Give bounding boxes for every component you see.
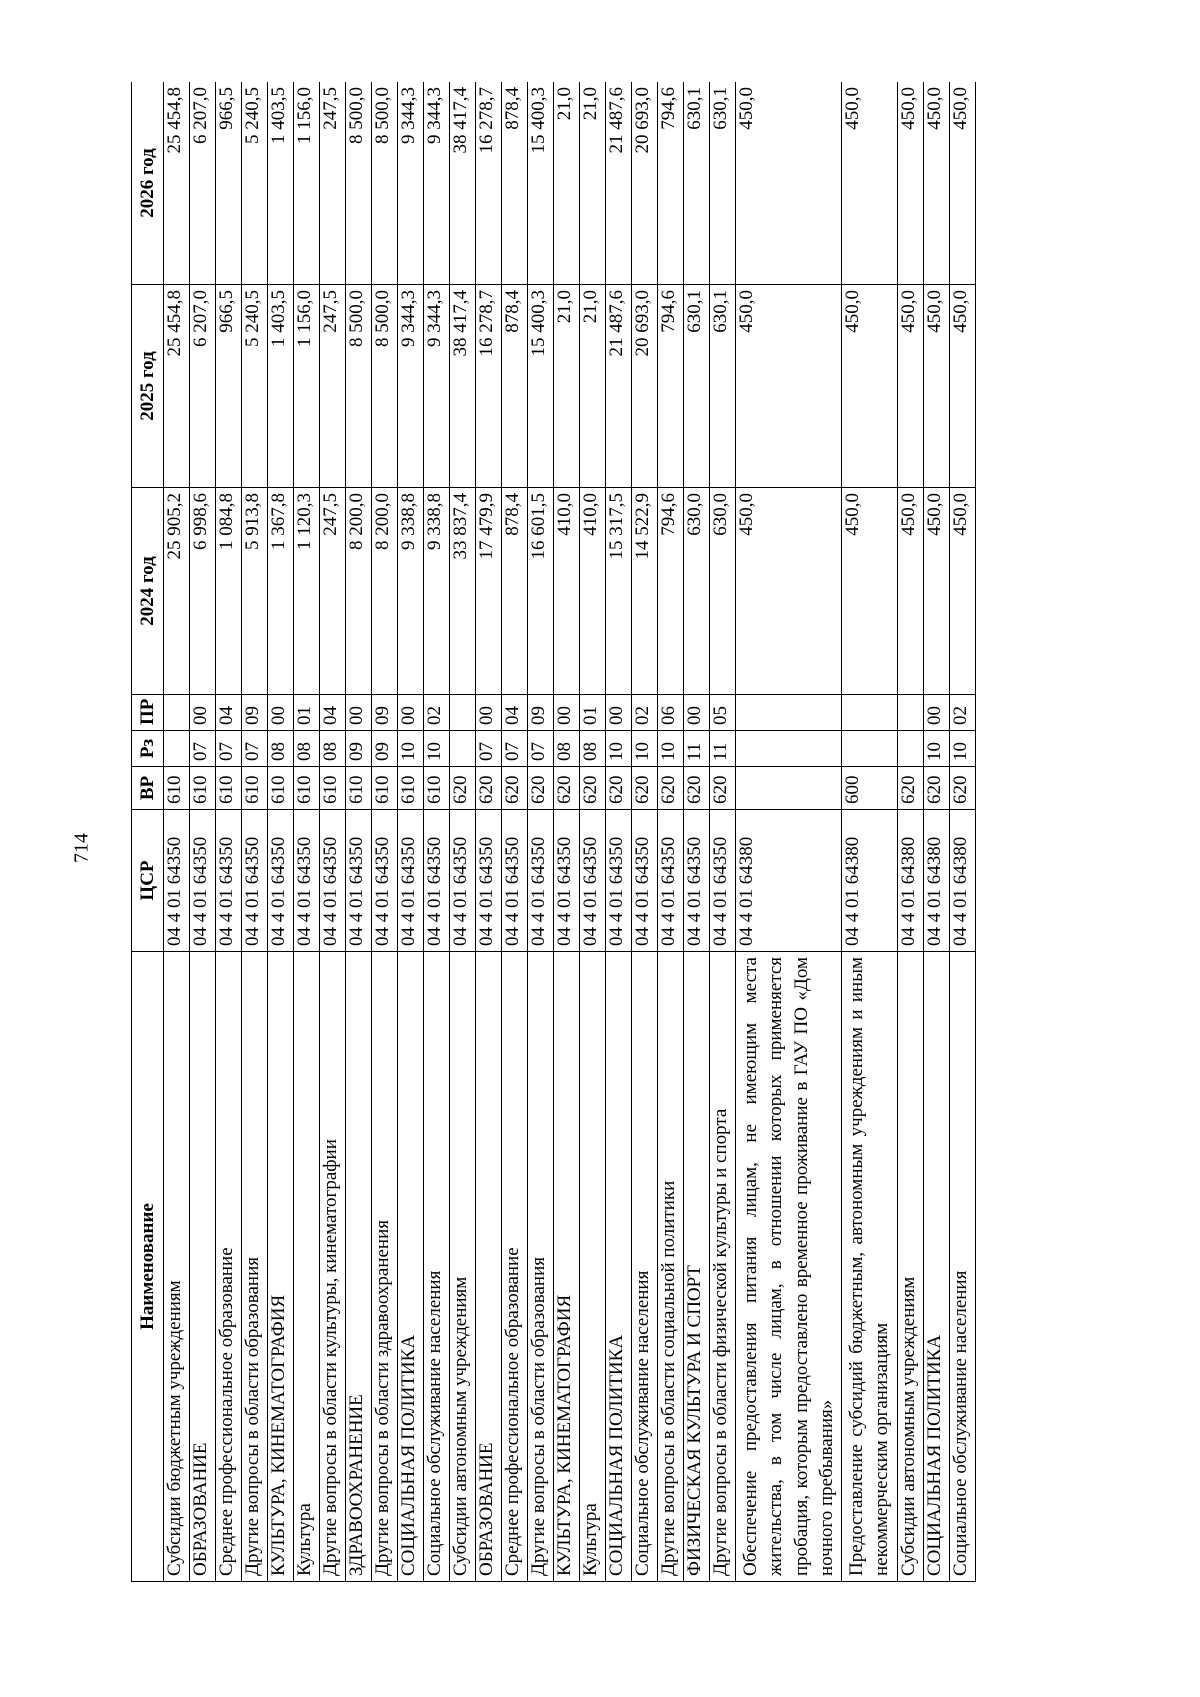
cell-name: Социальное обслуживание населения — [424, 952, 450, 1582]
cell-vr: 620 — [923, 767, 949, 810]
cell-vr: 620 — [684, 767, 710, 810]
cell-2026: 21,0 — [580, 82, 606, 285]
cell-vr: 620 — [710, 767, 736, 810]
cell-2024: 450,0 — [923, 488, 949, 695]
cell-pr: 00 — [923, 695, 949, 731]
table-row — [842, 82, 898, 1582]
cell-vr: 600 — [842, 767, 898, 810]
cell-rz: 10 — [949, 731, 975, 767]
cell-2024: 1 120,3 — [294, 488, 320, 695]
cell-2025: 1 403,5 — [268, 285, 294, 488]
cell-2025: 450,0 — [897, 285, 923, 488]
cell-rz: 10 — [424, 731, 450, 767]
cell-2026: 450,0 — [923, 82, 949, 285]
cell-2024: 25 905,2 — [164, 488, 190, 695]
table-row — [632, 82, 658, 1582]
table-row — [658, 82, 684, 1582]
cell-rz: 09 — [372, 731, 398, 767]
cell-name: СОЦИАЛЬНАЯ ПОЛИТИКА — [398, 952, 424, 1582]
cell-name: Социальное обслуживание населения — [949, 952, 975, 1582]
cell-vr: 610 — [372, 767, 398, 810]
cell-rz — [164, 731, 190, 767]
cell-2026: 450,0 — [897, 82, 923, 285]
cell-pr — [164, 695, 190, 731]
cell-name: КУЛЬТУРА, КИНЕМАТОГРАФИЯ — [554, 952, 580, 1582]
cell-2025: 6 207,0 — [190, 285, 216, 488]
header-name: Наименование — [132, 952, 164, 1582]
cell-2026: 5 240,5 — [242, 82, 268, 285]
cell-2025: 878,4 — [502, 285, 528, 488]
cell-rz: 10 — [632, 731, 658, 767]
cell-vr: 620 — [450, 767, 476, 810]
budget-allocation-table — [131, 82, 976, 1582]
cell-2024: 450,0 — [897, 488, 923, 695]
cell-csr: 04 4 01 64350 — [424, 810, 450, 952]
cell-2025: 25 454,8 — [164, 285, 190, 488]
table-row — [502, 82, 528, 1582]
cell-2025: 20 693,0 — [632, 285, 658, 488]
cell-csr: 04 4 01 64350 — [502, 810, 528, 952]
cell-name: Среднее профессиональное образование — [502, 952, 528, 1582]
cell-vr: 620 — [554, 767, 580, 810]
cell-2026: 247,5 — [320, 82, 346, 285]
cell-2024: 9 338,8 — [398, 488, 424, 695]
cell-pr: 02 — [949, 695, 975, 731]
cell-csr: 04 4 01 64350 — [632, 810, 658, 952]
cell-pr: 09 — [242, 695, 268, 731]
cell-2024: 450,0 — [736, 488, 842, 695]
table-row — [346, 82, 372, 1582]
cell-2026: 6 207,0 — [190, 82, 216, 285]
cell-csr: 04 4 01 64380 — [949, 810, 975, 952]
cell-rz: 09 — [346, 731, 372, 767]
cell-csr: 04 4 01 64350 — [684, 810, 710, 952]
cell-rz — [897, 731, 923, 767]
cell-name: Субсидии бюджетным учреждениям — [164, 952, 190, 1582]
cell-2024: 8 200,0 — [372, 488, 398, 695]
cell-rz: 07 — [190, 731, 216, 767]
cell-rz — [842, 731, 898, 767]
cell-name: Социальное обслуживание населения — [632, 952, 658, 1582]
cell-pr: 09 — [528, 695, 554, 731]
cell-pr — [842, 695, 898, 731]
cell-rz: 08 — [268, 731, 294, 767]
cell-csr: 04 4 01 64350 — [216, 810, 242, 952]
cell-2025: 9 344,3 — [398, 285, 424, 488]
cell-rz: 07 — [502, 731, 528, 767]
table-row — [372, 82, 398, 1582]
table-row — [606, 82, 632, 1582]
cell-pr: 00 — [554, 695, 580, 731]
cell-2025: 247,5 — [320, 285, 346, 488]
cell-2026: 8 500,0 — [346, 82, 372, 285]
cell-vr: 610 — [268, 767, 294, 810]
cell-csr: 04 4 01 64350 — [606, 810, 632, 952]
cell-pr: 00 — [476, 695, 502, 731]
header-year-2024: 2024 год — [132, 488, 164, 695]
cell-2025: 966,5 — [216, 285, 242, 488]
cell-csr: 04 4 01 64350 — [320, 810, 346, 952]
cell-2025: 794,6 — [658, 285, 684, 488]
cell-2024: 630,0 — [684, 488, 710, 695]
cell-pr: 02 — [424, 695, 450, 731]
cell-name: СОЦИАЛЬНАЯ ПОЛИТИКА — [606, 952, 632, 1582]
cell-vr: 610 — [346, 767, 372, 810]
cell-vr: 610 — [164, 767, 190, 810]
cell-pr — [897, 695, 923, 731]
cell-2025: 16 278,7 — [476, 285, 502, 488]
cell-csr: 04 4 01 64350 — [242, 810, 268, 952]
cell-2024: 6 998,6 — [190, 488, 216, 695]
cell-pr: 01 — [294, 695, 320, 731]
cell-pr: 02 — [632, 695, 658, 731]
cell-csr: 04 4 01 64350 — [294, 810, 320, 952]
cell-name: Другие вопросы в области образования — [242, 952, 268, 1582]
cell-2026: 878,4 — [502, 82, 528, 285]
cell-2025: 450,0 — [736, 285, 842, 488]
cell-pr: 04 — [320, 695, 346, 731]
table-row — [320, 82, 346, 1582]
table-header-row — [132, 82, 164, 1582]
cell-2024: 450,0 — [842, 488, 898, 695]
cell-2024: 1 367,8 — [268, 488, 294, 695]
cell-vr: 620 — [949, 767, 975, 810]
cell-2025: 21,0 — [580, 285, 606, 488]
cell-rz: 07 — [528, 731, 554, 767]
cell-2025: 630,1 — [710, 285, 736, 488]
page-number: 714 — [70, 833, 93, 863]
cell-rz: 07 — [216, 731, 242, 767]
cell-vr — [736, 767, 842, 810]
cell-vr: 620 — [897, 767, 923, 810]
cell-2026: 8 500,0 — [372, 82, 398, 285]
cell-csr: 04 4 01 64380 — [736, 810, 842, 952]
cell-rz — [736, 731, 842, 767]
cell-vr: 620 — [476, 767, 502, 810]
cell-2025: 38 417,4 — [450, 285, 476, 488]
cell-2026: 966,5 — [216, 82, 242, 285]
cell-rz: 08 — [320, 731, 346, 767]
cell-2024: 410,0 — [554, 488, 580, 695]
header-rz: Рз — [132, 731, 164, 767]
cell-pr: 06 — [658, 695, 684, 731]
cell-2026: 450,0 — [842, 82, 898, 285]
cell-2024: 5 913,8 — [242, 488, 268, 695]
cell-vr: 620 — [606, 767, 632, 810]
cell-rz: 10 — [658, 731, 684, 767]
cell-2026: 630,1 — [710, 82, 736, 285]
cell-2025: 450,0 — [842, 285, 898, 488]
cell-pr: 00 — [606, 695, 632, 731]
cell-name: ОБРАЗОВАНИЕ — [476, 952, 502, 1582]
table-row — [398, 82, 424, 1582]
cell-2025: 450,0 — [949, 285, 975, 488]
cell-name: Субсидии автономным учреждениям — [450, 952, 476, 1582]
cell-rz: 08 — [294, 731, 320, 767]
cell-name: Предоставление субсидий бюджетным, автономным учреждениям и иным некоммерческим организациям — [842, 952, 898, 1582]
cell-csr: 04 4 01 64350 — [398, 810, 424, 952]
cell-pr: 00 — [190, 695, 216, 731]
cell-2025: 21,0 — [554, 285, 580, 488]
table-row — [216, 82, 242, 1582]
cell-2024: 9 338,8 — [424, 488, 450, 695]
cell-2026: 1 403,5 — [268, 82, 294, 285]
cell-2025: 630,1 — [684, 285, 710, 488]
cell-csr: 04 4 01 64350 — [346, 810, 372, 952]
header-vr: ВР — [132, 767, 164, 810]
cell-2026: 1 156,0 — [294, 82, 320, 285]
rotated-landscape-page — [131, 82, 1062, 1582]
cell-csr: 04 4 01 64350 — [710, 810, 736, 952]
cell-name: Другие вопросы в области образования — [528, 952, 554, 1582]
table-row — [450, 82, 476, 1582]
cell-csr: 04 4 01 64350 — [268, 810, 294, 952]
cell-csr: 04 4 01 64350 — [528, 810, 554, 952]
cell-2024: 450,0 — [949, 488, 975, 695]
cell-rz: 11 — [684, 731, 710, 767]
cell-2025: 15 400,3 — [528, 285, 554, 488]
cell-pr: 00 — [684, 695, 710, 731]
cell-rz: 08 — [580, 731, 606, 767]
cell-csr: 04 4 01 64350 — [580, 810, 606, 952]
cell-name: Другие вопросы в области физической культуры и спорта — [710, 952, 736, 1582]
cell-rz: 10 — [606, 731, 632, 767]
cell-vr: 610 — [398, 767, 424, 810]
cell-vr: 610 — [242, 767, 268, 810]
cell-vr: 610 — [294, 767, 320, 810]
table-row — [710, 82, 736, 1582]
cell-name: ЗДРАВООХРАНЕНИЕ — [346, 952, 372, 1582]
cell-2026: 25 454,8 — [164, 82, 190, 285]
cell-rz — [450, 731, 476, 767]
cell-2026: 9 344,3 — [398, 82, 424, 285]
table-row — [164, 82, 190, 1582]
cell-2024: 14 522,9 — [632, 488, 658, 695]
table-row — [190, 82, 216, 1582]
cell-2024: 15 317,5 — [606, 488, 632, 695]
table-row — [949, 82, 975, 1582]
table-row — [684, 82, 710, 1582]
cell-2025: 8 500,0 — [372, 285, 398, 488]
cell-csr: 04 4 01 64350 — [658, 810, 684, 952]
cell-2026: 9 344,3 — [424, 82, 450, 285]
cell-2025: 450,0 — [923, 285, 949, 488]
cell-vr: 620 — [528, 767, 554, 810]
table-row — [294, 82, 320, 1582]
cell-2026: 15 400,3 — [528, 82, 554, 285]
cell-vr: 610 — [216, 767, 242, 810]
header-pr: ПР — [132, 695, 164, 731]
cell-2024: 16 601,5 — [528, 488, 554, 695]
cell-rz: 08 — [554, 731, 580, 767]
cell-2024: 247,5 — [320, 488, 346, 695]
table-row — [554, 82, 580, 1582]
table-row — [580, 82, 606, 1582]
table-row — [242, 82, 268, 1582]
cell-2025: 9 344,3 — [424, 285, 450, 488]
table-row — [268, 82, 294, 1582]
cell-csr: 04 4 01 64380 — [842, 810, 898, 952]
cell-2026: 794,6 — [658, 82, 684, 285]
cell-csr: 04 4 01 64350 — [164, 810, 190, 952]
table-body — [164, 82, 976, 1582]
cell-2026: 450,0 — [736, 82, 842, 285]
cell-pr: 01 — [580, 695, 606, 731]
cell-pr: 00 — [346, 695, 372, 731]
cell-vr: 610 — [190, 767, 216, 810]
cell-name: Другие вопросы в области культуры, кинематографии — [320, 952, 346, 1582]
cell-name: Обеспечение предоставления питания лицам, не имеющим места жительства, в том числе лицам, в отношении которых применяется пробация, которым предоставлено временное проживание в ГАУ ПО «Дом ночного пребывания» — [736, 952, 842, 1582]
table-row — [528, 82, 554, 1582]
cell-vr: 620 — [632, 767, 658, 810]
cell-name: Среднее профессиональное образование — [216, 952, 242, 1582]
cell-pr — [450, 695, 476, 731]
cell-name: КУЛЬТУРА, КИНЕМАТОГРАФИЯ — [268, 952, 294, 1582]
cell-name: СОЦИАЛЬНАЯ ПОЛИТИКА — [923, 952, 949, 1582]
cell-name: Другие вопросы в области здравоохранения — [372, 952, 398, 1582]
cell-csr: 04 4 01 64350 — [450, 810, 476, 952]
cell-2024: 8 200,0 — [346, 488, 372, 695]
cell-2026: 21 487,6 — [606, 82, 632, 285]
cell-pr: 04 — [216, 695, 242, 731]
table-row — [736, 82, 842, 1582]
cell-2025: 5 240,5 — [242, 285, 268, 488]
cell-rz: 10 — [398, 731, 424, 767]
cell-2024: 17 479,9 — [476, 488, 502, 695]
cell-name: ФИЗИЧЕСКАЯ КУЛЬТУРА И СПОРТ — [684, 952, 710, 1582]
cell-2025: 1 156,0 — [294, 285, 320, 488]
cell-pr — [736, 695, 842, 731]
cell-2024: 410,0 — [580, 488, 606, 695]
cell-2024: 794,6 — [658, 488, 684, 695]
cell-name: Субсидии автономным учреждениям — [897, 952, 923, 1582]
cell-pr: 04 — [502, 695, 528, 731]
header-year-2026: 2026 год — [132, 82, 164, 285]
cell-2024: 1 084,8 — [216, 488, 242, 695]
cell-vr: 620 — [580, 767, 606, 810]
cell-csr: 04 4 01 64380 — [897, 810, 923, 952]
cell-2025: 21 487,6 — [606, 285, 632, 488]
cell-vr: 610 — [320, 767, 346, 810]
cell-csr: 04 4 01 64350 — [372, 810, 398, 952]
cell-2026: 38 417,4 — [450, 82, 476, 285]
table-row — [897, 82, 923, 1582]
cell-name: Культура — [294, 952, 320, 1582]
table-row — [476, 82, 502, 1582]
table-row — [424, 82, 450, 1582]
cell-2026: 21,0 — [554, 82, 580, 285]
cell-rz: 07 — [242, 731, 268, 767]
header-csr: ЦСР — [132, 810, 164, 952]
cell-csr: 04 4 01 64350 — [476, 810, 502, 952]
cell-rz: 07 — [476, 731, 502, 767]
cell-2024: 630,0 — [710, 488, 736, 695]
cell-name: ОБРАЗОВАНИЕ — [190, 952, 216, 1582]
cell-2026: 450,0 — [949, 82, 975, 285]
cell-2025: 8 500,0 — [346, 285, 372, 488]
cell-rz: 10 — [923, 731, 949, 767]
page-content — [131, 82, 1062, 1582]
cell-pr: 09 — [372, 695, 398, 731]
cell-vr: 620 — [658, 767, 684, 810]
cell-vr: 610 — [424, 767, 450, 810]
cell-2026: 630,1 — [684, 82, 710, 285]
cell-csr: 04 4 01 64380 — [923, 810, 949, 952]
cell-csr: 04 4 01 64350 — [554, 810, 580, 952]
cell-name: Культура — [580, 952, 606, 1582]
cell-2024: 33 837,4 — [450, 488, 476, 695]
cell-vr: 620 — [502, 767, 528, 810]
cell-csr: 04 4 01 64350 — [190, 810, 216, 952]
cell-2024: 878,4 — [502, 488, 528, 695]
cell-2026: 20 693,0 — [632, 82, 658, 285]
table-row — [923, 82, 949, 1582]
header-year-2025: 2025 год — [132, 285, 164, 488]
cell-pr: 00 — [398, 695, 424, 731]
cell-pr: 00 — [268, 695, 294, 731]
cell-2026: 16 278,7 — [476, 82, 502, 285]
cell-name: Другие вопросы в области социальной политики — [658, 952, 684, 1582]
cell-rz: 11 — [710, 731, 736, 767]
cell-pr: 05 — [710, 695, 736, 731]
